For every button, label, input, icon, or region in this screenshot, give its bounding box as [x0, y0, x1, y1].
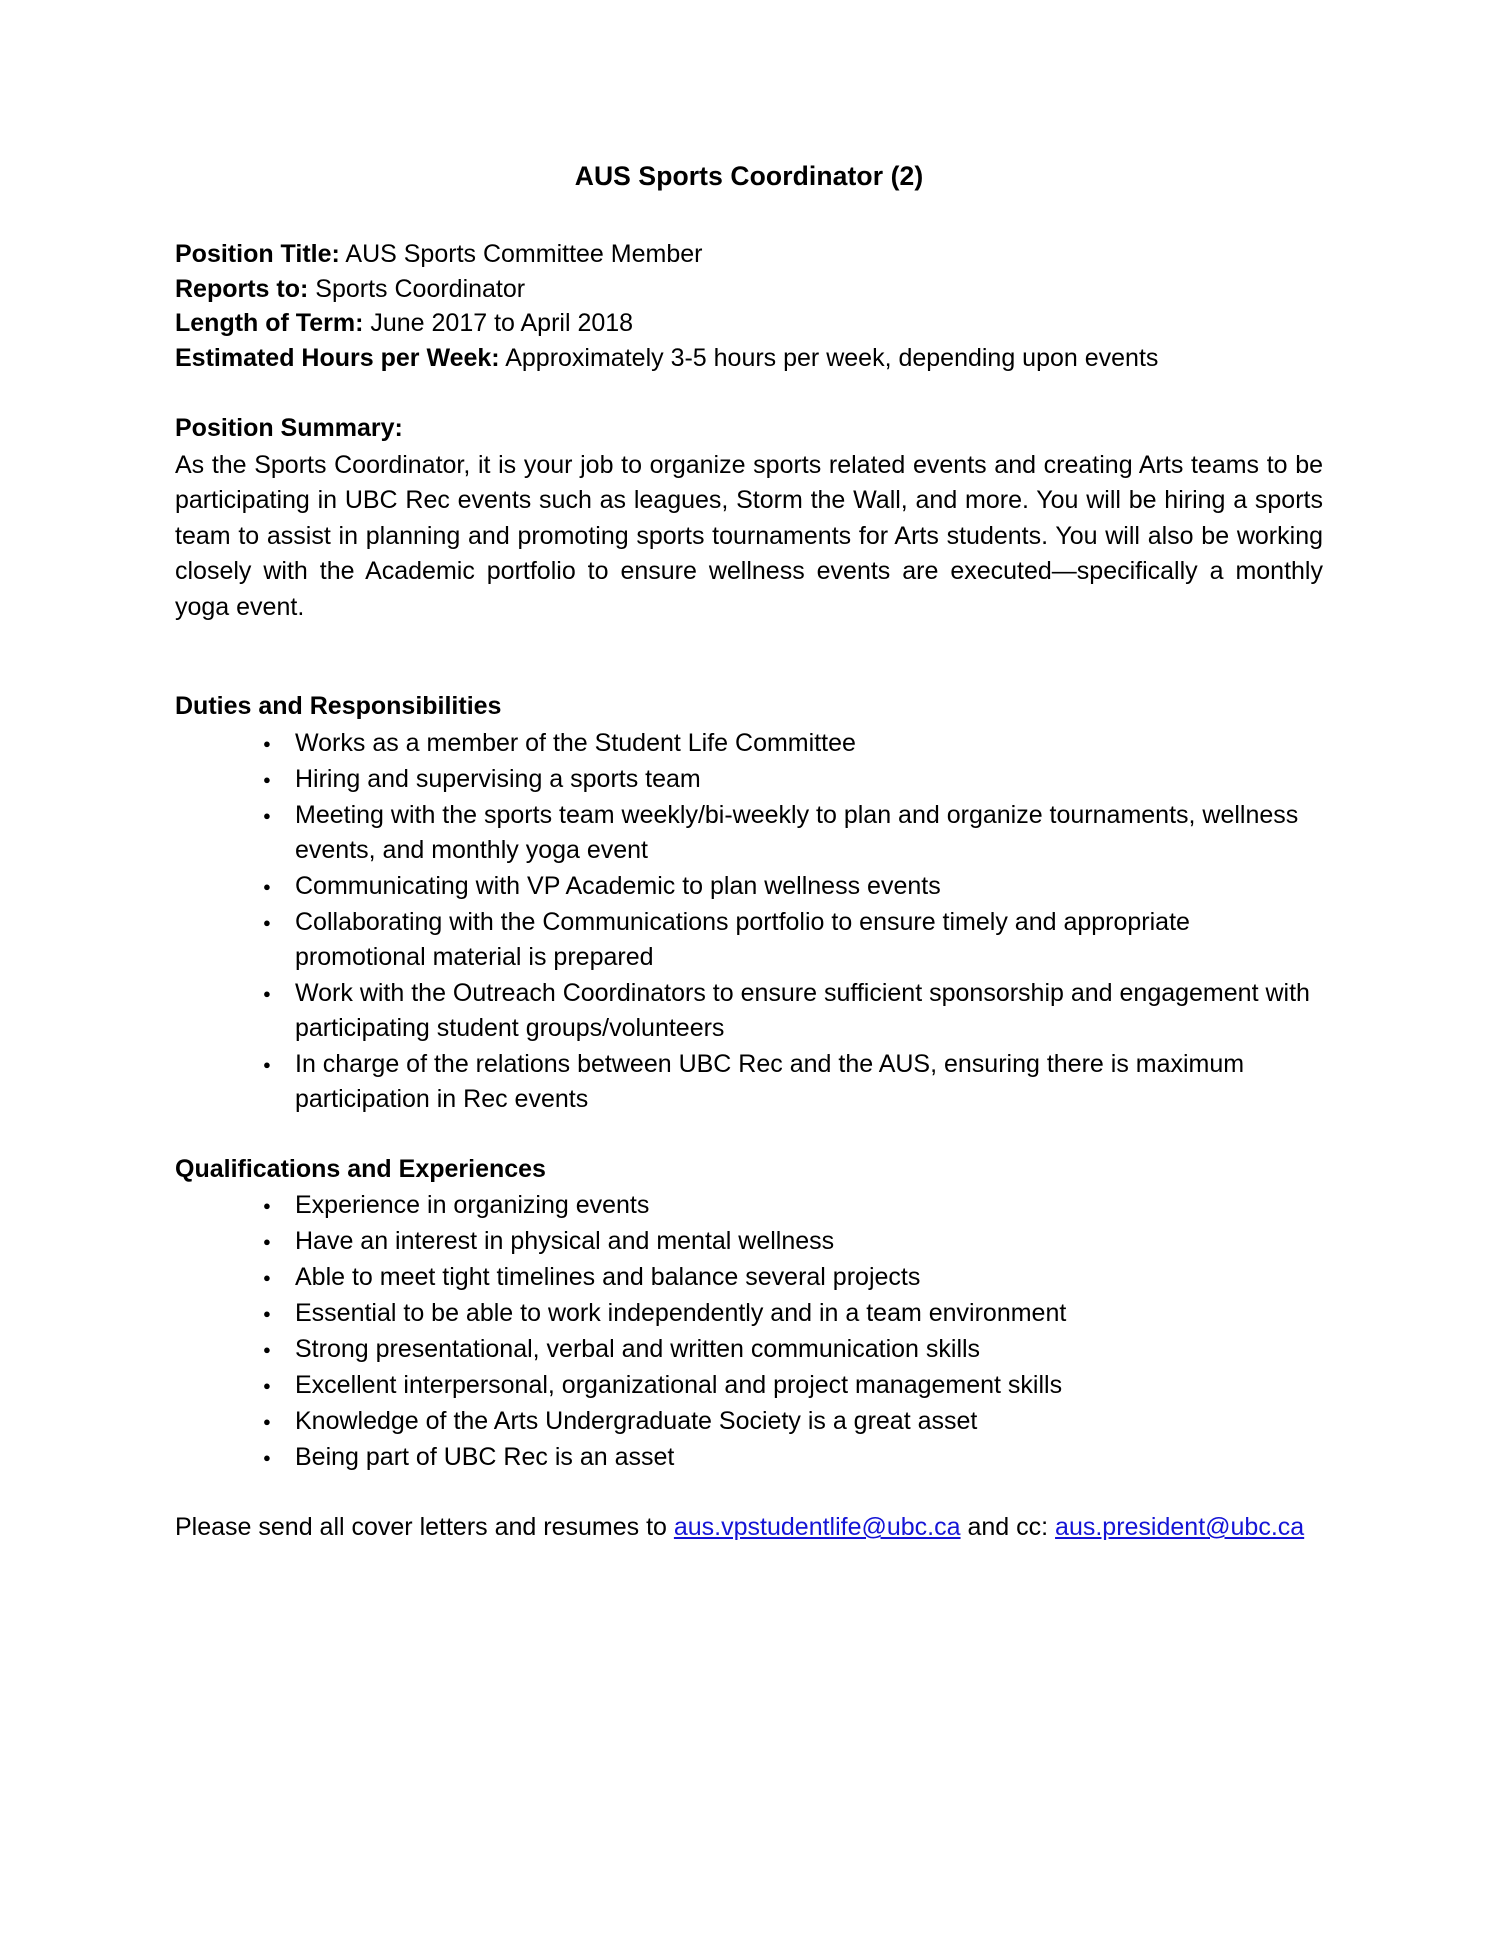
- list-item: ● Knowledge of the Arts Undergraduate Society is a great asset: [263, 1404, 1323, 1439]
- list-item: ● Excellent interpersonal, organizational and project management skills: [263, 1368, 1323, 1403]
- email-link-president[interactable]: aus.president@ubc.ca: [1055, 1513, 1305, 1542]
- list-item: ● Experience in organizing events: [263, 1188, 1323, 1223]
- document-body: [175, 160, 1323, 1546]
- duties-list: [175, 726, 1323, 1117]
- meta-label-reports-to: Reports to:: [175, 274, 309, 303]
- meta-row-reports-to: [175, 272, 1323, 307]
- meta-value-position-title: AUS Sports Committee Member: [345, 240, 703, 269]
- list-item: ● Communicating with VP Academic to plan wellness events: [263, 869, 1323, 904]
- section-heading-duties: Duties and Responsibilities: [175, 692, 502, 721]
- list-item: ● Strong presentational, verbal and written communication skills: [263, 1332, 1323, 1367]
- position-meta-block: [175, 237, 1323, 375]
- qualifications-list: [175, 1188, 1323, 1475]
- meta-row-length-of-term: [175, 306, 1323, 341]
- meta-label-length-of-term: Length of Term:: [175, 309, 364, 338]
- spacer: [175, 1476, 1323, 1510]
- email-link-vpstudentlife[interactable]: aus.vpstudentlife@ubc.ca: [673, 1513, 961, 1542]
- page-title: AUS Sports Coordinator (2): [574, 161, 924, 191]
- meta-label-position-title: Position Title:: [175, 240, 340, 269]
- list-item: ● Being part of UBC Rec is an asset: [263, 1440, 1323, 1475]
- spacer: [175, 625, 1323, 689]
- meta-label-estimated-hours: Estimated Hours per Week:: [175, 343, 500, 372]
- section-heading-qualifications: Qualifications and Experiences: [175, 1154, 546, 1183]
- list-item: ● In charge of the relations between UBC Rec and the AUS, ensuring there is maximum participation in Rec events: [263, 1047, 1323, 1117]
- meta-row-estimated-hours: [175, 341, 1323, 376]
- list-item: ● Able to meet tight timelines and balance several projects: [263, 1260, 1323, 1295]
- closing-middle-text: and cc:: [960, 1513, 1056, 1542]
- list-item: ● Collaborating with the Communications portfolio to ensure timely and appropriate promotional material is prepared: [263, 905, 1323, 975]
- spacer: [175, 1118, 1323, 1152]
- closing-lead-text: Please send all cover letters and resumes to: [175, 1513, 674, 1542]
- list-item: ● Work with the Outreach Coordinators to ensure sufficient sponsorship and engagement with participating student groups/volunteers: [263, 976, 1323, 1046]
- meta-value-length-of-term: June 2017 to April 2018: [370, 309, 634, 338]
- list-item: ● Have an interest in physical and mental wellness: [263, 1224, 1323, 1259]
- list-item: ● Hiring and supervising a sports team: [263, 762, 1323, 797]
- section-heading-position-summary: Position Summary:: [175, 414, 403, 443]
- list-item: ● Works as a member of the Student Life Committee: [263, 726, 1323, 761]
- position-summary-text: As the Sports Coordinator, it is your job to organize sports related events and creating Arts teams to be participating in UBC Rec events such as leagues, Storm the Wall, and more. You will be hiring a sports team to assist in planning and promoting sports tournaments for Arts students. You will also be working closely with the Academic portfolio to ensure wellness events are executed—specifically a monthly yoga event.: [175, 450, 1323, 621]
- meta-row-position-title: [175, 237, 1323, 272]
- closing-paragraph: [175, 1510, 1323, 1546]
- meta-value-reports-to: Sports Coordinator: [315, 274, 526, 303]
- list-item: ● Meeting with the sports team weekly/bi-weekly to plan and organize tournaments, wellness events, and monthly yoga event: [263, 798, 1323, 868]
- list-item: ● Essential to be able to work independently and in a team environment: [263, 1296, 1323, 1331]
- meta-value-estimated-hours: Approximately 3-5 hours per week, depending upon events: [505, 343, 1159, 372]
